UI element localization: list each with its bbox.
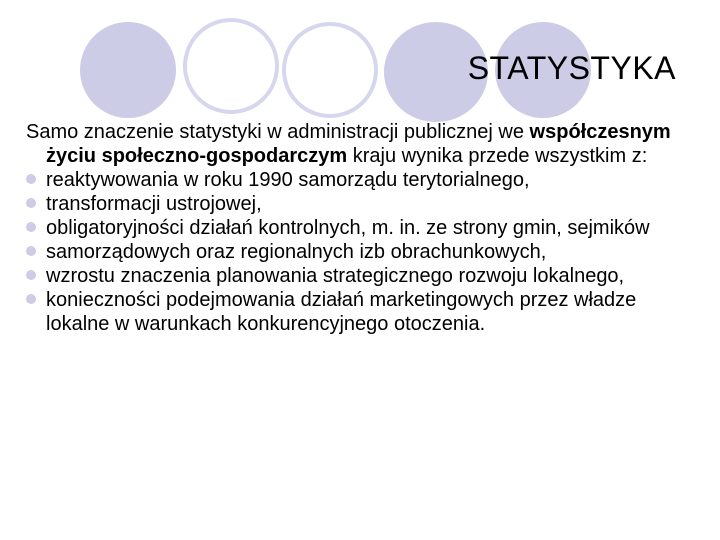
intro-paragraph xyxy=(26,120,686,168)
intro-text-end: kraju wynika przede wszystkim z: xyxy=(347,145,648,167)
bullet-list xyxy=(26,168,686,336)
list-item-text: konieczności podejmowania działań marketingowych przez władze lokalne w warunkach konkurencyjnego otoczenia. xyxy=(46,289,637,335)
list-item-text: samorządowych oraz regionalnych izb obrachunkowych, xyxy=(46,241,547,263)
decorative-circle xyxy=(80,22,176,118)
list-item xyxy=(26,240,686,264)
bullet-icon xyxy=(26,174,36,184)
list-item xyxy=(26,288,686,336)
bullet-icon xyxy=(26,222,36,232)
slide-body xyxy=(26,120,686,336)
list-item xyxy=(26,168,686,192)
list-item-text: transformacji ustrojowej, xyxy=(46,193,262,215)
list-item-text: wzrostu znaczenia planowania strategicznego rozwoju lokalnego, xyxy=(46,265,625,287)
bullet-icon xyxy=(26,198,36,208)
bullet-icon xyxy=(26,270,36,280)
list-item xyxy=(26,216,686,240)
list-item-text: reaktywowania w roku 1990 samorządu terytorialnego, xyxy=(46,169,530,191)
list-item xyxy=(26,192,686,216)
bullet-icon xyxy=(26,246,36,256)
bullet-icon xyxy=(26,294,36,304)
decorative-circle xyxy=(183,18,279,114)
slide-title: STATYSTYKA xyxy=(467,50,676,86)
list-item xyxy=(26,264,686,288)
list-item-text: obligatoryjności działań kontrolnych, m. in. ze strony gmin, sejmików xyxy=(46,217,650,239)
intro-bold-text: współczesnym życiu społeczno-gospodarczym xyxy=(46,121,671,167)
intro-text: Samo znaczenie statystyki w administracji publicznej we xyxy=(26,121,530,143)
decorative-circle xyxy=(282,22,378,118)
